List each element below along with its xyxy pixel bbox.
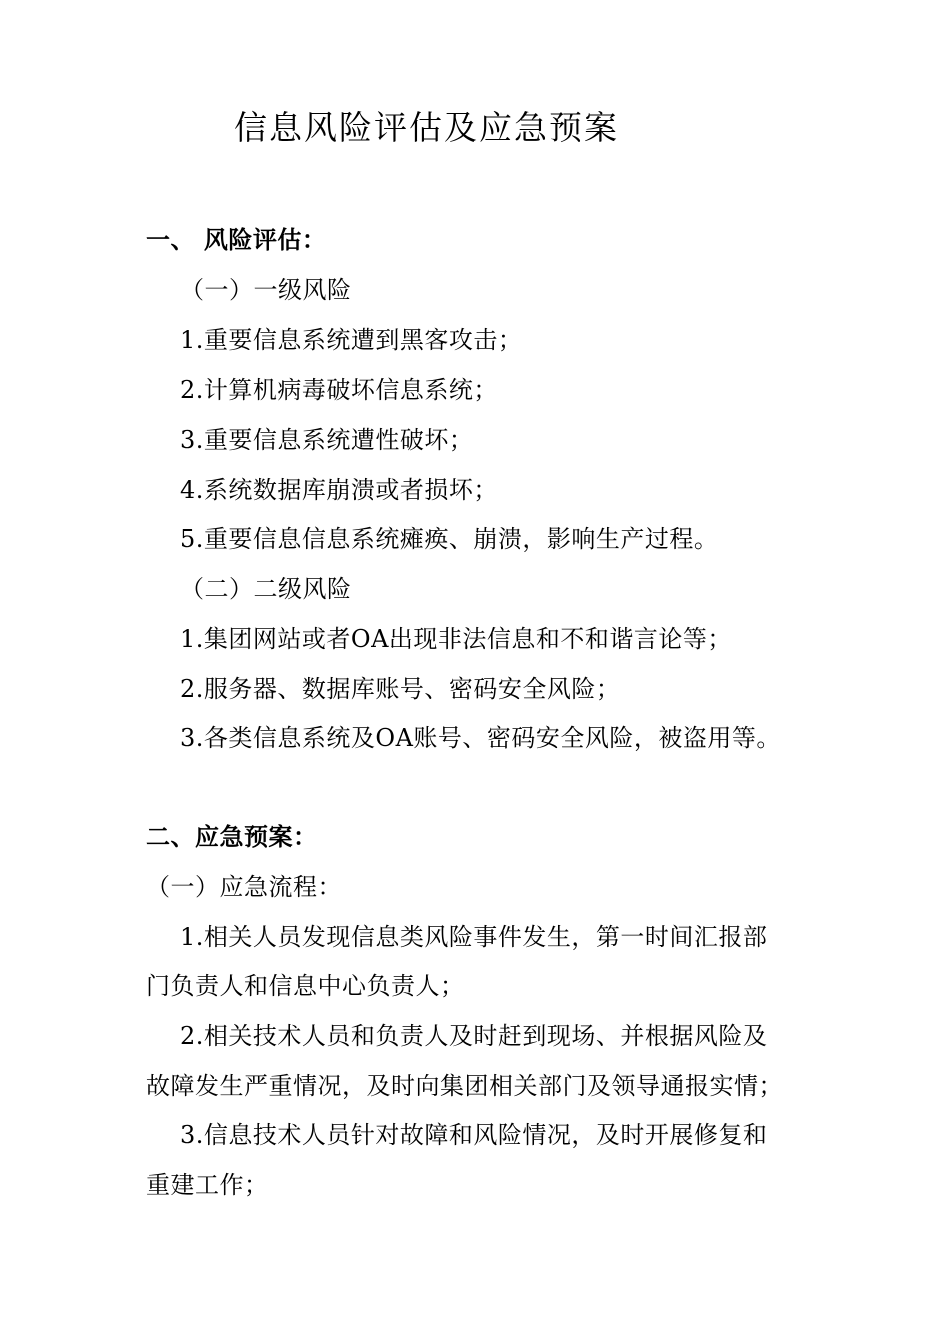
document-title: 信息风险评估及应急预案 [234, 108, 619, 147]
list-item: 4.系统数据库崩溃或者损坏； [180, 476, 498, 504]
paragraph-line: 故障发生严重情况，及时向集团相关部门及领导通报实情； [146, 1072, 783, 1100]
list-item: 1.重要信息系统遭到黑客攻击； [180, 326, 523, 354]
list-item: 3.各类信息系统及OA账号、密码安全风险，被盗用等。 [180, 724, 781, 752]
paragraph-line: 2.相关技术人员和负责人及时赶到现场、并根据风险及 [180, 1022, 768, 1050]
list-item: 2.服务器、数据库账号、密码安全风险； [180, 675, 621, 703]
list-item: 5.重要信息信息系统瘫痪、崩溃，影响生产过程。 [180, 525, 719, 553]
subsection-heading-level2-risk: （二）二级风险 [180, 575, 352, 603]
list-item: 2.计算机病毒破坏信息系统； [180, 376, 498, 404]
section-heading-risk-assessment: 一、 风险评估： [146, 225, 327, 254]
subsection-heading-level1-risk: （一）一级风险 [180, 276, 352, 304]
paragraph-line: 门负责人和信息中心负责人； [146, 972, 465, 1000]
paragraph-line: 3.信息技术人员针对故障和风险情况，及时开展修复和 [180, 1121, 768, 1149]
list-item: 3.重要信息系统遭性破坏； [180, 426, 474, 454]
paragraph-line: 1.相关人员发现信息类风险事件发生，第一时间汇报部 [180, 923, 768, 951]
section-heading-emergency-plan: 二、应急预案： [146, 822, 318, 851]
paragraph-line: 重建工作； [146, 1171, 269, 1199]
list-item: 1.集团网站或者OA出现非法信息和不和谐言论等； [180, 625, 732, 653]
subsection-heading-emergency-process: （一）应急流程： [146, 873, 342, 901]
